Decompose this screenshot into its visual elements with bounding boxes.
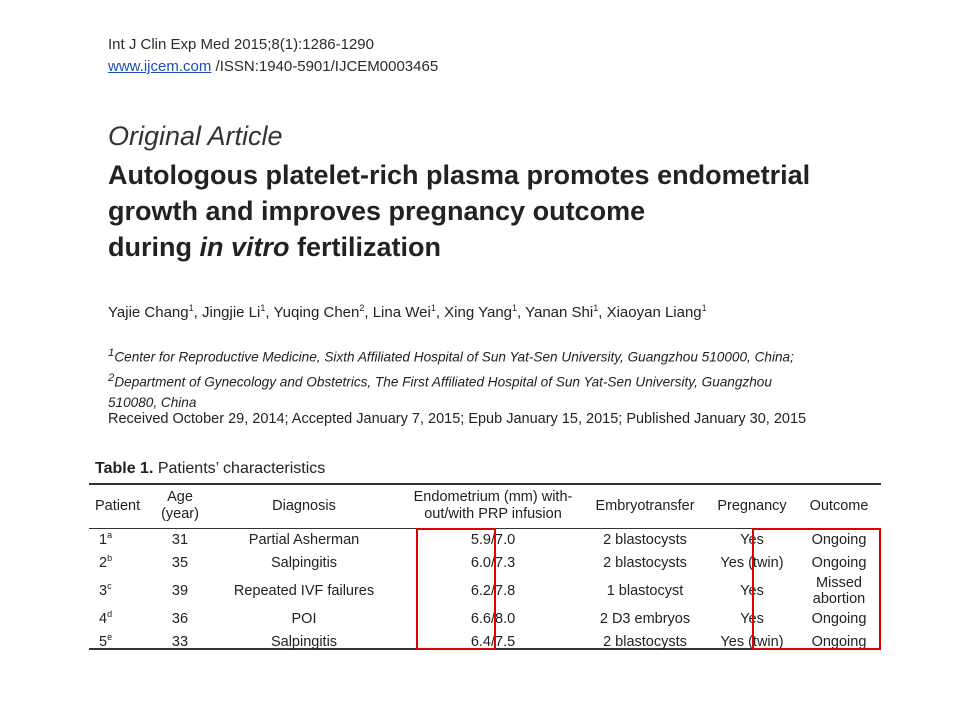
patient-footnote-mark: c (107, 581, 112, 592)
cell-age: 39 (171, 583, 189, 599)
affiliation-line: $^1$Center for Reproductive Medicine, Sixth Affiliated Hospital of Sun Yat-Sen University, Guangzhou 510000, China; (108, 347, 794, 365)
col-header-endometrium: Endometrium (mm) with- out/with PRP infusion (413, 489, 573, 522)
title-italic-term: in vitro (199, 232, 290, 262)
author-name: Xiaoyan Liang (606, 304, 702, 321)
cell-embryotransfer: 2 blastocysts (603, 531, 687, 548)
cell-endometrium: 6.6/8.0 (470, 610, 516, 627)
author-affiliation-mark: 1 (260, 303, 266, 313)
cell-pregnancy: Yes (740, 531, 764, 548)
cell-patient: 3$^c$ (99, 581, 112, 599)
journal-issn-line (108, 58, 438, 75)
cell-age: 31 (171, 531, 189, 548)
col-header-embryotransfer: Embryotransfer (595, 497, 695, 514)
cell-patient: 1$^a$ (99, 529, 113, 548)
affiliation-line: 510080, China (108, 395, 197, 411)
title-line-1: Autologous platelet-rich plasma promotes endometrial (108, 160, 811, 190)
affiliation-number: 2 (108, 371, 115, 384)
author-affiliation-mark: 1 (701, 303, 707, 313)
cell-outcome: Ongoing (811, 531, 867, 548)
author-name: Yuqing Chen (273, 304, 360, 321)
cell-outcome: Ongoing (811, 610, 867, 627)
title-line-3: during in vitro fertilization (108, 232, 442, 262)
author-name: Jingjie Li (201, 304, 261, 321)
cell-diagnosis: Partial Asherman (248, 531, 360, 548)
cell-embryotransfer: 2 blastocysts (603, 634, 687, 651)
affiliations (108, 343, 794, 413)
cell-diagnosis: Salpingitis (270, 634, 338, 651)
patient-footnote-mark: b (107, 553, 113, 564)
cell-endometrium: 6.0/7.3 (470, 555, 516, 572)
cell-pregnancy: Yes (twin) (720, 555, 784, 572)
cell-age: 35 (171, 555, 189, 572)
cell-pregnancy: Yes (740, 610, 764, 627)
cell-outcome: Ongoing (811, 555, 867, 572)
cell-embryotransfer: 2 D3 embryos (599, 610, 691, 627)
col-header-pregnancy: Pregnancy (717, 497, 787, 514)
cell-endometrium: 6.4/7.5 (470, 634, 516, 651)
title-line-2: growth and improves pregnancy outcome (108, 196, 646, 226)
cell-endometrium: 5.9/7.0 (470, 531, 516, 548)
issn-text: /ISSN:1940-5901/IJCEM0003465 (211, 58, 439, 75)
author-name: Lina Wei (372, 304, 431, 321)
journal-website-link[interactable]: www.ijcem.com (108, 58, 212, 75)
publication-dates: Received October 29, 2014; Accepted January 7, 2015; Epub January 15, 2015; Published January 30, 2015 (108, 411, 807, 427)
cell-embryotransfer: 1 blastocyst (606, 583, 684, 599)
author-affiliation-mark: 1 (593, 303, 599, 313)
outcome-highlight-box (752, 528, 881, 650)
cell-patient: 2$^b$ (99, 553, 113, 572)
cell-age: 33 (171, 634, 189, 651)
affiliation-line: $^2$Department of Gynecology and Obstetrics, The First Affiliated Hospital of Sun Yat-Sen University, Guangzhou (108, 371, 772, 390)
cell-pregnancy: Yes (740, 583, 764, 599)
cell-patient: 4$^d$ (99, 608, 113, 627)
author-list: Yajie Chang$^1$, Jingjie Li$^1$, Yuqing Chen$^2$, Lina Wei$^1$, Xing Yang$^1$, Yanan Shi$^1$, Xiaoyan Liang$^1$ (108, 303, 707, 321)
col-header-diagnosis: Diagnosis (272, 497, 336, 514)
author-affiliation-mark: 1 (188, 303, 194, 313)
author-affiliation-mark: 1 (512, 303, 518, 313)
cell-diagnosis: POI (291, 610, 317, 627)
journal-citation: Int J Clin Exp Med 2015;8(1):1286-1290 (108, 36, 374, 53)
col-header-patient: Patient (95, 497, 141, 514)
cell-endometrium: 6.2/7.8 (470, 583, 516, 599)
endometrium-highlight-box (416, 528, 496, 650)
article-title (108, 157, 810, 265)
author-affiliation-mark: 1 (430, 303, 436, 313)
col-header-age: Age (year) (161, 489, 199, 522)
table-caption-label: Table 1. (95, 460, 154, 477)
author-name: Yanan Shi (525, 304, 594, 321)
table-header-row (89, 484, 881, 528)
cell-outcome: Missed abortion (812, 575, 866, 607)
cell-diagnosis: Salpingitis (270, 555, 338, 572)
cell-diagnosis: Repeated IVF failures (233, 583, 375, 599)
patient-footnote-mark: e (107, 632, 113, 643)
table-caption (95, 460, 325, 478)
patient-footnote-mark: d (107, 608, 113, 619)
cell-outcome: Ongoing (811, 634, 867, 651)
cell-age: 36 (171, 610, 189, 627)
author-name: Xing Yang (444, 304, 513, 321)
affiliation-number: 1 (108, 347, 115, 359)
cell-patient: 5e (99, 632, 113, 651)
author-name: Yajie Chang (108, 304, 189, 321)
author-affiliation-mark: 2 (359, 303, 365, 313)
cell-pregnancy: Yes (twin) (720, 634, 784, 651)
table-caption-text: Patients’ characteristics (153, 460, 326, 477)
col-header-outcome: Outcome (809, 497, 869, 514)
patient-footnote-mark: a (107, 529, 113, 540)
article-type: Original Article (108, 121, 283, 151)
cell-embryotransfer: 2 blastocysts (603, 555, 687, 572)
